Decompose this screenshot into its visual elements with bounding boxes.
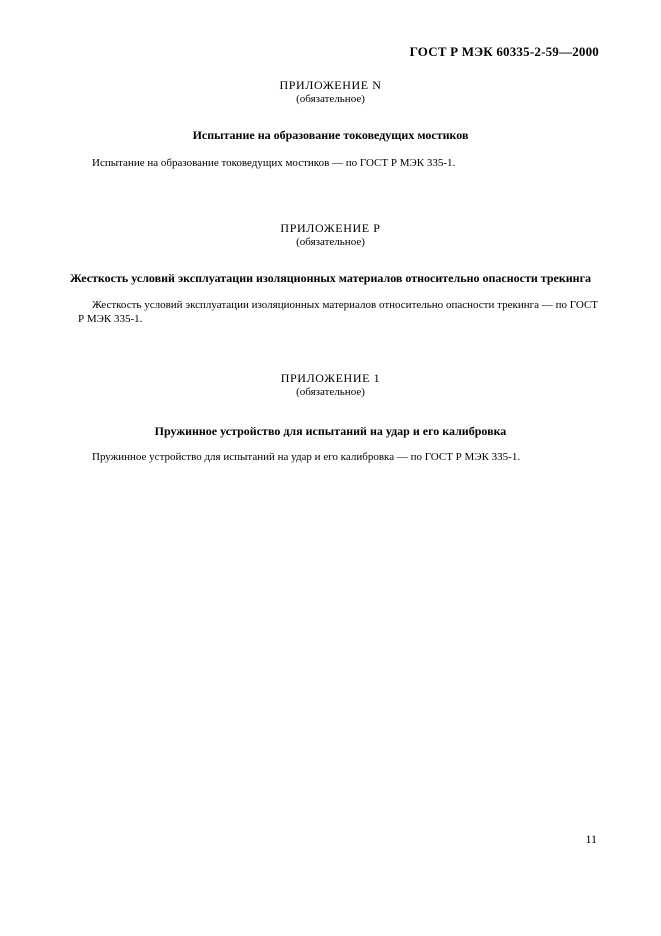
section-heading: Пружинное устройство для испытаний на удар и его калибровка <box>154 424 507 438</box>
section-body-text: Пружинное устройство для испытаний на удар и его калибровка — по ГОСТ Р МЭК 335-1. <box>92 451 521 463</box>
section-heading: Испытание на образование токоведущих мостиков <box>192 128 469 142</box>
section-body-text: Жесткость условий эксплуатации изоляционных материалов относительно опасности трекинга — по ГОСТ Р МЭК 335-1. <box>78 299 598 325</box>
annex-note: (обязательное) <box>296 236 365 248</box>
document-header-id: ГОСТ Р МЭК 60335-2-59—2000 <box>409 44 599 59</box>
annex-note: (обязательное) <box>296 386 365 398</box>
annex-title: ПРИЛОЖЕНИЕ 1 <box>280 371 381 385</box>
page-number: 11 <box>585 832 597 846</box>
annex-note: (обязательное) <box>296 93 365 105</box>
section-body <box>78 156 598 170</box>
annex-p-block <box>0 221 661 249</box>
annex-title: ПРИЛОЖЕНИЕ N <box>279 78 382 92</box>
annex-title: ПРИЛОЖЕНИЕ P <box>280 221 381 235</box>
section-body <box>78 298 598 326</box>
annex-1-block <box>0 371 661 399</box>
annex-n-block <box>0 78 661 106</box>
section-body <box>78 450 598 464</box>
section-body-text: Испытание на образование токоведущих мостиков — по ГОСТ Р МЭК 335-1. <box>92 157 456 169</box>
section-heading: Жесткость условий эксплуатации изоляционных материалов относительно опасности трекинга <box>69 271 592 285</box>
